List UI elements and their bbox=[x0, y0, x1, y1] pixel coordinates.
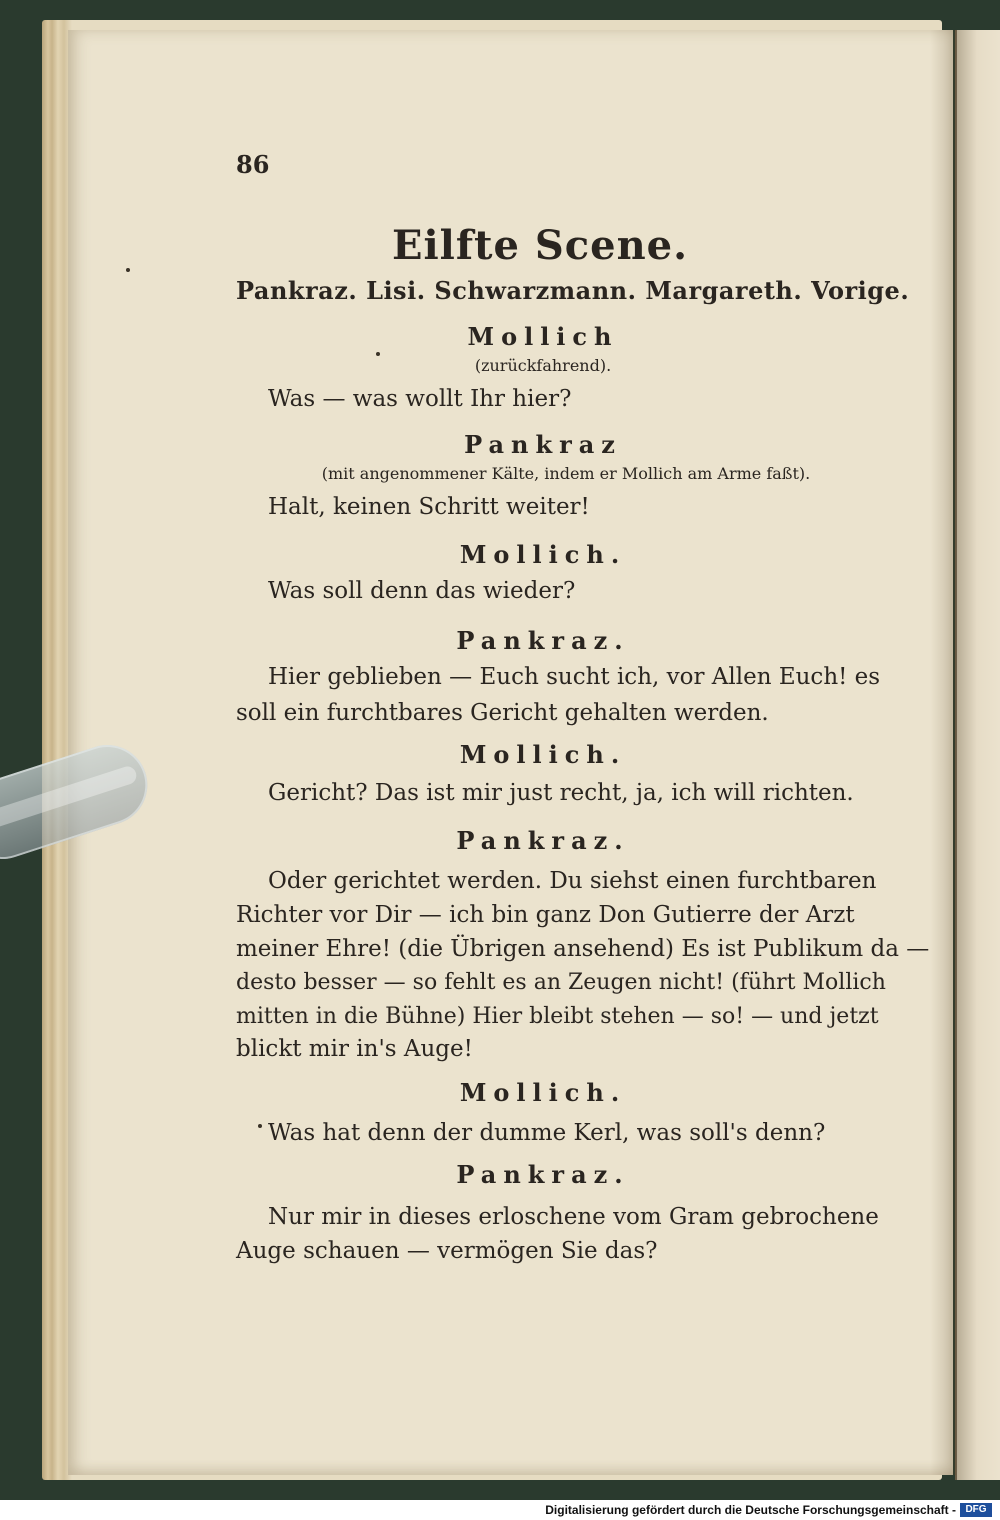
speaker-heading: Mollich bbox=[467, 322, 619, 351]
cast-list: Pankraz. Lisi. Schwarzmann. Margareth. Vorige. bbox=[236, 276, 910, 305]
page-number: 86 bbox=[236, 150, 270, 179]
speech-line: Hier geblieben — Euch sucht ich, vor Allen Euch! es bbox=[268, 664, 881, 690]
stage-direction: (mit angenommener Kälte, indem er Mollich am Arme faßt). bbox=[321, 464, 811, 483]
speaker-heading: Pankraz. bbox=[456, 826, 630, 855]
speech-line: desto besser — so fehlt es an Zeugen nicht! (führt Mollich bbox=[236, 970, 886, 995]
scene-title: Eilfte Scene. bbox=[391, 222, 689, 269]
speaker-heading: Pankraz. bbox=[456, 626, 630, 655]
speaker-heading: Mollich. bbox=[459, 740, 627, 769]
speech-line: Halt, keinen Schritt weiter! bbox=[268, 494, 590, 520]
speech-line: Richter vor Dir — ich bin ganz Don Gutierre der Arzt bbox=[236, 902, 855, 928]
speech-line: mitten in die Bühne) Hier bleibt stehen — so! — und jetzt bbox=[236, 1004, 879, 1029]
speech-line: Oder gerichtet werden. Du siehst einen furchtbaren bbox=[268, 868, 877, 894]
speech-line: soll ein furchtbares Gericht gehalten werden. bbox=[236, 700, 769, 726]
speech-line: blickt mir in's Auge! bbox=[236, 1036, 473, 1062]
speaker-heading: Mollich. bbox=[459, 540, 627, 569]
speech-line: Auge schauen — vermögen Sie das? bbox=[236, 1238, 658, 1264]
stage-direction: (zurückfahrend). bbox=[474, 356, 612, 375]
paper-speck bbox=[126, 268, 130, 272]
speech-line: Was — was wollt Ihr hier? bbox=[268, 386, 572, 412]
speaker-heading: Pankraz. bbox=[456, 1160, 630, 1189]
paper-speck bbox=[258, 1124, 262, 1128]
speech-line: Nur mir in dieses erloschene vom Gram gebrochene bbox=[268, 1204, 879, 1230]
footer-credit: Digitalisierung gefördert durch die Deutsche Forschungsgemeinschaft - bbox=[545, 1503, 956, 1517]
speech-line: Gericht? Das ist mir just recht, ja, ich will richten. bbox=[268, 780, 854, 806]
dfg-logo: DFG bbox=[960, 1503, 992, 1517]
speaker-heading: Mollich. bbox=[459, 1078, 627, 1107]
paper-speck bbox=[376, 352, 380, 356]
speech-line: meiner Ehre! (die Übrigen ansehend) Es ist Publikum da — bbox=[236, 936, 930, 962]
speech-line: Was soll denn das wieder? bbox=[268, 578, 576, 604]
speaker-heading: Pankraz bbox=[464, 430, 622, 459]
speech-line: Was hat denn der dumme Kerl, was soll's denn? bbox=[268, 1120, 826, 1146]
